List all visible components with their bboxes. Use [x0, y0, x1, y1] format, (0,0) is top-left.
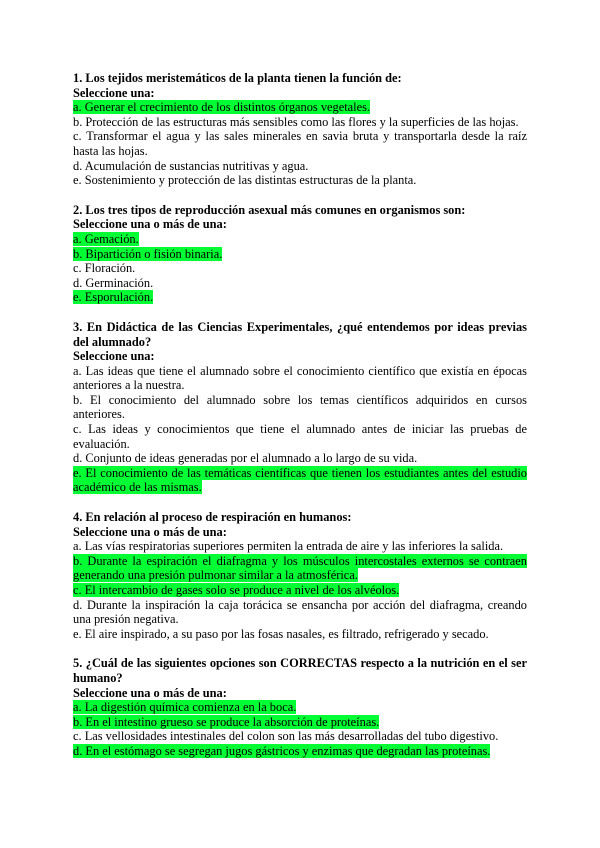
option-b: [73, 247, 527, 262]
question-1: [73, 71, 527, 188]
option-b: [73, 554, 527, 583]
option-c: [73, 261, 527, 276]
option-a: [73, 364, 527, 393]
option-text: e. El conocimiento de las temáticas científicas que tienen los estudiantes antes del estudio académico de las mismas.: [73, 465, 527, 495]
option-b: [73, 115, 527, 130]
question-title: 2. Los tres tipos de reproducción asexual más comunes en organismos son:: [73, 202, 466, 217]
option-text: c. Transformar el agua y las sales minerales en savia bruta y transportarla desde la raíz hasta las hojas.: [73, 129, 527, 158]
option-text: c. Floración.: [73, 261, 136, 276]
question-instruction: Seleccione una o más de una:: [73, 685, 227, 700]
question-5: [73, 656, 527, 758]
option-text: b. Bipartición o fisión binaria.: [73, 246, 223, 261]
option-text: b. El conocimiento del alumnado sobre los temas científicos adquiridos en cursos anteriores.: [73, 392, 527, 422]
quiz-document: [73, 71, 527, 774]
option-e: [73, 173, 527, 188]
option-text: c. Las ideas y conocimientos que tiene el alumnado antes de iniciar las pruebas de evaluación.: [73, 422, 527, 451]
option-text: d. Conjunto de ideas generadas por el alumnado a lo largo de su vida.: [73, 451, 418, 466]
option-c: [73, 422, 527, 451]
option-text: e. Sostenimiento y protección de las distintas estructuras de la planta.: [73, 173, 417, 188]
option-d: [73, 451, 527, 466]
question-3: [73, 320, 527, 495]
option-e: [73, 627, 527, 642]
option-c: [73, 583, 527, 598]
option-d: [73, 598, 527, 627]
option-e: [73, 466, 527, 495]
option-a: [73, 232, 527, 247]
question-title: 3. En Didáctica de las Ciencias Experimentales, ¿qué entendemos por ideas previas del alumnado?: [73, 319, 527, 349]
option-a: [73, 700, 527, 715]
question-title: 5. ¿Cuál de las siguientes opciones son CORRECTAS respecto a la nutrición en el ser humano?: [73, 656, 527, 685]
option-text: a. La digestión química comienza en la boca.: [73, 700, 297, 715]
option-text: b. Protección de las estructuras más sensibles como las flores y la superficies de las hojas.: [73, 114, 519, 129]
option-text: c. El intercambio de gases solo se produce a nivel de los alvéolos.: [73, 583, 400, 597]
question-title: 1. Los tejidos meristemáticos de la planta tienen la función de:: [73, 71, 402, 85]
option-text: a. Gemación.: [73, 231, 139, 246]
option-text: a. Las vías respiratorias superiores permiten la entrada de aire y las inferiores la salida.: [73, 539, 504, 554]
option-text: a. Las ideas que tiene el alumnado sobre el conocimiento científico que existía en épocas anteriores a la nuestra.: [73, 363, 527, 393]
option-text: d. Germinación.: [73, 275, 154, 290]
question-title: 4. En relación al proceso de respiración en humanos:: [73, 510, 352, 525]
option-text: a. Generar el crecimiento de los distintos órganos vegetales.: [73, 100, 371, 115]
option-c: [73, 129, 527, 158]
option-text: d. Durante la inspiración la caja torácica se ensancha por acción del diafragma, creando una presión negativa.: [73, 597, 527, 627]
option-text: e. El aire inspirado, a su paso por las fosas nasales, es filtrado, refrigerado y secado.: [73, 626, 489, 641]
option-text: b. En el intestino grueso se produce la absorción de proteínas.: [73, 714, 380, 729]
question-instruction: Seleccione una:: [73, 85, 155, 100]
option-text: b. Durante la espiración el diafragma y los músculos intercostales externos se contraen generando una presión pulmonar similar a la atmosférica.: [73, 553, 527, 583]
option-text: d. En el estómago se segregan jugos gástricos y enzimas que degradan las proteínas.: [73, 743, 491, 758]
option-text: c. Las vellosidades intestinales del colon son las más desarrolladas del tubo digestivo.: [73, 729, 499, 744]
option-e: [73, 290, 527, 305]
question-instruction: Seleccione una o más de una:: [73, 524, 227, 539]
option-a: [73, 539, 527, 554]
option-b: [73, 393, 527, 422]
question-instruction: Seleccione una o más de una:: [73, 217, 227, 232]
option-d: [73, 276, 527, 291]
option-text: e. Esporulación.: [73, 290, 154, 305]
option-d: [73, 159, 527, 174]
option-b: [73, 715, 527, 730]
question-instruction: Seleccione una:: [73, 349, 155, 364]
option-text: d. Acumulación de sustancias nutritivas y agua.: [73, 158, 309, 173]
option-a: [73, 100, 527, 115]
option-d: [73, 744, 527, 759]
question-2: [73, 203, 527, 305]
question-4: [73, 510, 527, 641]
option-c: [73, 729, 527, 744]
